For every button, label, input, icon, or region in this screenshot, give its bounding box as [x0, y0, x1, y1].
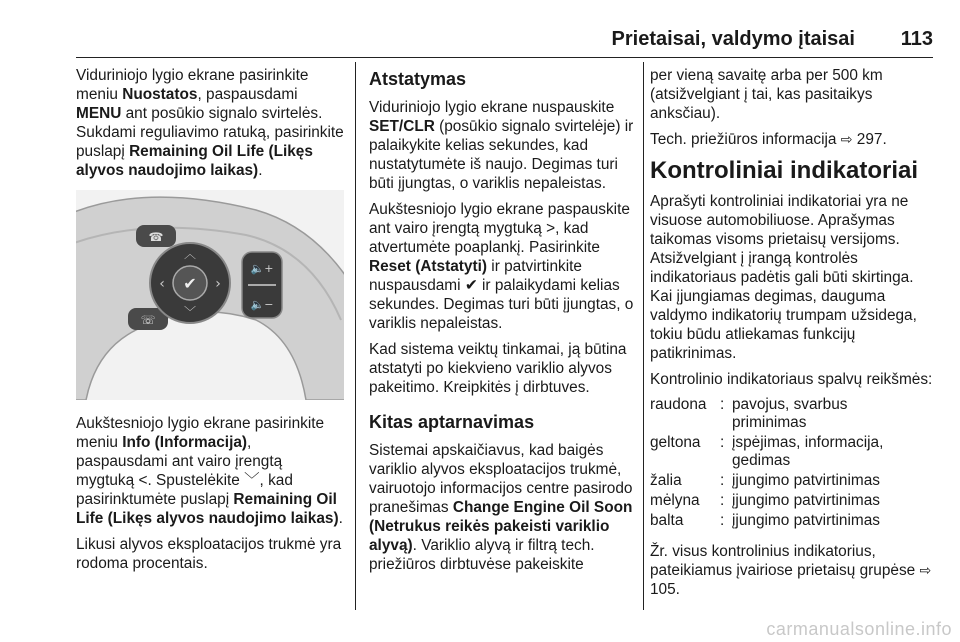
- paragraph: Kontrolinio indikatoriaus spalvų reikšmės:: [650, 371, 933, 388]
- page-header: [76, 22, 933, 58]
- table-row: raudona : pavojus, svarbus priminimas: [650, 396, 848, 431]
- paragraph: per vieną savaitę arba per 500 km (atsižvelgiant į tai, kas pasitaikys anksčiau).: [650, 67, 883, 122]
- chevron-up-icon: ︿: [183, 247, 197, 261]
- page-ref-link[interactable]: 297.: [852, 131, 887, 148]
- chevron-down-icon: ﹀: [244, 472, 260, 489]
- paragraph: Sistemai apskaičiavus, kad baigės variklio alyvos eksploatacijos trukmė, vairuotojo informacijos centre pasirodo pranešimas Change Engine Oil Soon (Netrukus reikės pakeisti variklio alyvą). Variklio alyvą ir filtrą tech. priežiūros dirbtuvėse pakeiskite: [369, 442, 633, 573]
- phone-end-icon: ☎: [148, 230, 164, 244]
- section-heading: Kontroliniai indikatoriai: [650, 157, 919, 184]
- paragraph: Aukštesniojo lygio ekrane pasirinkite meniu Info (Informacija), paspausdami ant vairo įrengtą mygtuką <. Spustelėkite ﹀, kad pasirinktumėte puslapį Remaining Oil Life (Likęs alyvos naudojimo laikas).: [76, 415, 343, 527]
- ok-check-icon: ✔: [183, 274, 197, 293]
- volume-up-icon: 🔈+: [250, 262, 274, 275]
- paragraph: Žr. visus kontrolinius indikatorius, pateikiamus įvairiose prietaisų grupėse ⇨ 105.: [650, 543, 932, 598]
- volume-down-icon: 🔈−: [250, 298, 274, 311]
- table-row: geltona : įspėjimas, informacija, gedimas: [650, 434, 884, 469]
- section-heading: Kitas aptarnavimas: [369, 412, 535, 432]
- watermark: carmanualsonline.info: [766, 619, 952, 639]
- chevron-right-icon: >: [546, 220, 556, 237]
- indicator-colors-table: [650, 396, 922, 532]
- table-row: mėlyna : įjungimo patvirtinimas: [650, 492, 880, 509]
- steering-wheel-illustration: [76, 190, 344, 400]
- chevron-left-icon: <: [138, 472, 148, 489]
- chevron-left-icon: ‹: [159, 276, 165, 292]
- paragraph: Aprašyti kontroliniai indikatoriai yra ne visuose automobiliuose. Aprašymas taikomas visoms prietaisų versijoms. Atsižvelgiant į įrangą kontrolės indikatoriaus padėtis gali būti skirtinga. Kai įjungiamas degimas, dauguma valdymo indikatorių trumpam užsidega, tokiu būdu atliekamas funkcijų patikrinimas.: [650, 193, 917, 362]
- page-ref-arrow-icon: ⇨: [840, 131, 853, 147]
- column-3: [650, 66, 934, 606]
- chevron-down-icon: ﹀: [183, 305, 197, 319]
- paragraph: Tech. priežiūros informacija ⇨ 297.: [650, 131, 887, 148]
- chevron-right-icon: ›: [215, 276, 221, 292]
- section-heading: Atstatymas: [369, 69, 467, 89]
- table-row: balta : įjungimo patvirtinimas: [650, 512, 880, 529]
- paragraph: Likusi alyvos eksploatacijos trukmė yra rodoma procentais.: [76, 536, 342, 572]
- phone-icon: ☏: [140, 313, 156, 327]
- page-title: Prietaisai, valdymo įtaisai: [611, 28, 855, 50]
- paragraph: Viduriniojo lygio ekrane nuspauskite SET/CLR (posūkio signalo svirtelėje) ir palaikykite kelias sekundes, kad nustatytumėte iš naujo. Degimas turi būti įjungtas, o variklis nepaleistas.: [369, 99, 634, 192]
- check-icon: ✔: [464, 277, 478, 294]
- steering-wheel-controls-figure: [76, 190, 344, 400]
- paragraph: Aukštesniojo lygio ekrane paspauskite ant vairo įrengtą mygtuką >, kad atvertumėte poaplankį. Pasirinkite Reset (Atstatyti) ir patvirtinkite nuspausdami ✔ ir palaikydami kelias sekundes. Degimas turi būti įjungtas, o variklis nepaleistas.: [369, 201, 634, 332]
- page-number: 113: [900, 28, 933, 50]
- column-2: [369, 66, 637, 581]
- column-divider: [355, 62, 356, 610]
- column-1: [76, 66, 344, 580]
- page-ref-link[interactable]: 105.: [650, 581, 680, 598]
- page-ref-arrow-icon: ⇨: [919, 562, 932, 578]
- paragraph: Viduriniojo lygio ekrane pasirinkite meniu Nuostatos, paspausdami MENU ant posūkio signalo svirtelės. Sukdami reguliavimo ratuką, pasirinkite puslapį Remaining Oil Life (Likęs alyvos naudojimo laikas).: [76, 67, 344, 179]
- column-divider: [643, 62, 644, 610]
- table-row: žalia : įjungimo patvirtinimas: [650, 472, 880, 489]
- paragraph: Kad sistema veiktų tinkamai, ją būtina atstatyti po kiekvieno variklio alyvos pakeitimo. Kreipkitės į dirbtuves.: [369, 341, 627, 396]
